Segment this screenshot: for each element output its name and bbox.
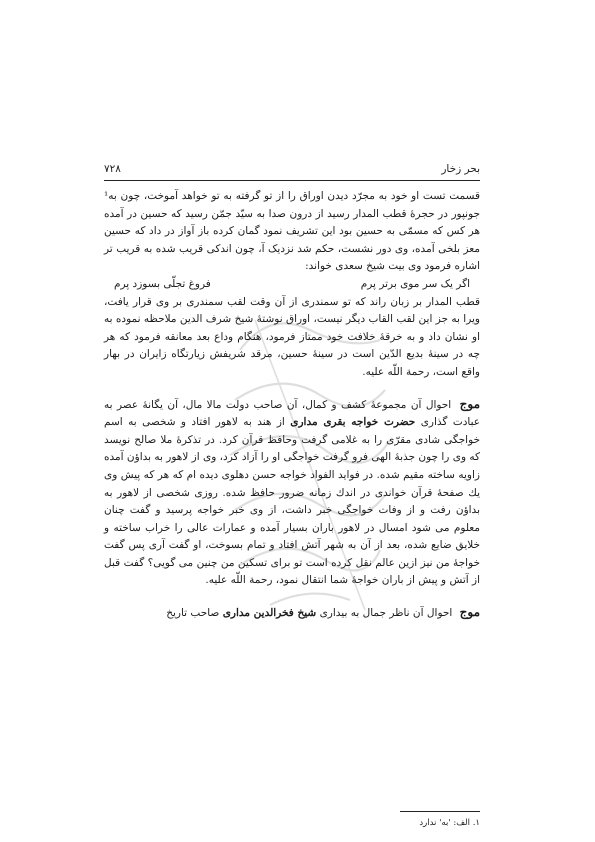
poem-hemistich-first: اگر یک سر موی برتر پرم — [360, 277, 470, 290]
section-text: احوال آن ناظر جمال به بیداری — [319, 607, 453, 620]
header-rule — [104, 180, 480, 181]
footnote: ۱. الف: 'به' ندارد — [419, 818, 480, 828]
running-header — [104, 157, 480, 175]
section-label: موج — [459, 605, 480, 620]
person-name: شیخ فخرالدین مداری — [222, 607, 317, 620]
paragraph: قسمت تست او خود به مجرّد دیدن اوراق را از تو گرفته به تو خواهد آموخت، چون به¹ جونپور در حجرهٔ قطب المدار رسید از درون صدا به سیّد جمّن رسید که حسین در آمده هر کس که مسمّی به حسین بود این تشریف نمود گمان کرده باز آواز در داد که حسین معز بلخی آمده، وی دور نشست، حکم شد نزدیک آ، چون اندکی قریب شده به قریب تر اشاره فرمود وی بیت شیخ سعدی خواند: — [104, 190, 480, 273]
person-name: حضرت خواجه بقری مداری — [290, 416, 416, 429]
section-text: از هند به لاهور افتاد و شخصی به اسم خواجگی شادی مقرّی را به غلامی گرفت وحافظ قرآن کرد. در تذکرهٔ ملا صالح نویسد که وی را چون جذبهٔ الهی فرو گرفت خواجگی او را آزاد کرد، وی از لاهور به بداؤن آمده زاویه ساخته مقیم شده. در فواید الفواد خواجه حسن دهلوی دیده ام که هر که پیش وی یك صفحهٔ قرآن خواندی در اندك زمانه ضرور حافظ شده. روزی شخصی از لاهور به بداؤن رفت و از وفات خواجگی خبر داشت، از وی خبر خواجه پرسید و گفت چنان معلوم می شود امسال در لاهور باران بسیار آمده و عمارات عالی را خراب ساخته و خلایق ضایع شده، بعد از آن به شهر آتش افتاد و تمام بسوخت، او گفت آری پس گفت خواجهٔ من نیز ازین عالم نقل کرده است تو برای تسکین من چنین می گویی؟ گفت قبل از آتش و پیش از باران خواجهٔ شما انتقال نمود، رحمة اللّه علیه. — [104, 416, 480, 587]
footnote-rule — [400, 811, 480, 812]
section-text: صاحب تاریخ — [166, 607, 220, 620]
section-gap — [104, 382, 480, 396]
main-text — [104, 188, 480, 623]
section-gap — [104, 590, 480, 604]
running-title: بحر زخار — [441, 163, 480, 175]
section-label: موج — [459, 396, 480, 411]
section-paragraph — [104, 604, 480, 623]
section-paragraph — [104, 396, 480, 591]
page-number: ۷۲۸ — [104, 163, 121, 175]
paragraph: قطب المدار بر زبان راند که تو سمندری از آن وقت لقب سمندری بر وی قرار یافت، ویرا به جز این لقب القاب دیگر نیست، اوراق نوشتهٔ شیخ شرف الدین ملاحظه نموده به او نشان داد و به خرقهٔ خلافت خود ممتاز فرمود، هنگام وداع بعد معانقه فرمود که هر چه در سینهٔ بدیع الدّین است در سینهٔ حسین، مرقد شریفش زیارتگاه زایران در بهار واقع است، رحمة اللّه علیه. — [104, 295, 480, 378]
section-text: احوال آن مجموعهٔ کشف و کمال، آن صاحب دولت مالا مال، آن یگانهٔ عصر به عبادت گذاری — [104, 398, 481, 429]
poem-couplet — [104, 276, 480, 294]
poem-hemistich-second: فروغ تجلّی بسوزد پرم — [114, 277, 211, 290]
